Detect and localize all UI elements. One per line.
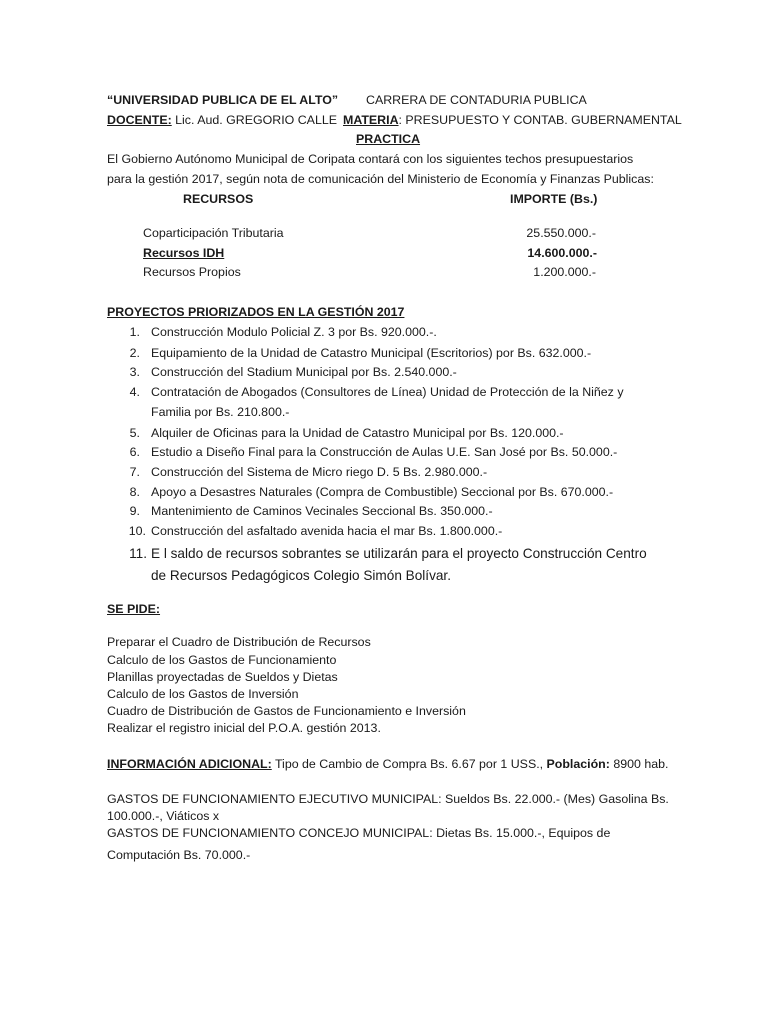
docente-label: DOCENTE:: [107, 113, 172, 127]
col-recursos-header: RECURSOS: [183, 192, 254, 206]
resource-amount: 25.550.000.-: [526, 226, 596, 240]
projects-heading: PROYECTOS PRIORIZADOS EN LA GESTIÓN 2017: [107, 305, 405, 319]
university-title: “UNIVERSIDAD PUBLICA DE EL ALTO”: [107, 93, 339, 107]
intro-line-2: para la gestión 2017, según nota de comunicación del Ministerio de Economía y Finanzas Publicas:: [107, 172, 654, 186]
resource-name: Recursos Propios: [143, 265, 241, 279]
list-number: 6.: [129, 445, 140, 459]
population-label: Población:: [546, 757, 610, 771]
request-item: Planillas proyectadas de Sueldos y Dietas: [107, 670, 338, 684]
project-item-continuation: de Recursos Pedagógicos Colegio Simón Bolívar.: [151, 568, 451, 583]
list-number: 5.: [129, 426, 140, 440]
docente-line: [107, 112, 337, 128]
request-item: Calculo de los Gastos de Inversión: [107, 687, 299, 701]
gastos-line: 100.000.-, Viáticos x: [107, 809, 220, 823]
project-item: Apoyo a Desastres Naturales (Compra de Combustible) Seccional por Bs. 670.000.-: [151, 485, 614, 499]
materia-value: : PRESUPUESTO Y CONTAB. GUBERNAMENTAL: [398, 113, 682, 127]
project-item-continuation: Familia por Bs. 210.800.-: [151, 405, 290, 419]
list-number: 3.: [129, 365, 140, 379]
list-number: 11.: [129, 546, 147, 561]
resource-amount: 1.200.000.-: [533, 265, 596, 279]
population-value: 8900 hab.: [609, 757, 669, 771]
request-item: Preparar el Cuadro de Distribución de Recursos: [107, 635, 371, 649]
practica-heading: PRACTICA: [356, 132, 421, 146]
gastos-line: GASTOS DE FUNCIONAMIENTO CONCEJO MUNICIPAL: Dietas Bs. 15.000.-, Equipos de: [107, 826, 611, 840]
list-number: 7.: [129, 465, 140, 479]
exchange-rate-text: Tipo de Cambio de Compra Bs. 6.67 por 1 USS.,: [271, 757, 547, 771]
project-item: Mantenimiento de Caminos Vecinales Seccional Bs. 350.000.-: [151, 504, 493, 518]
list-number: 10.: [128, 524, 146, 538]
resource-name: Coparticipación Tributaria: [143, 226, 284, 240]
list-number: 1.: [129, 325, 140, 339]
gastos-line: GASTOS DE FUNCIONAMIENTO EJECUTIVO MUNICIPAL: Sueldos Bs. 22.000.- (Mes) Gasolina Bs.: [107, 792, 669, 806]
materia-line: [343, 112, 682, 128]
gastos-line: Computación Bs. 70.000.-: [107, 848, 251, 862]
project-item: Estudio a Diseño Final para la Construcción de Aulas U.E. San José por Bs. 50.000.-: [151, 445, 618, 459]
list-number: 9.: [129, 504, 140, 518]
docente-value: Lic. Aud. GREGORIO CALLE: [171, 113, 337, 127]
request-item: Cuadro de Distribución de Gastos de Funcionamiento e Inversión: [107, 704, 466, 718]
se-pide-heading: SE PIDE:: [107, 602, 161, 616]
list-number: 8.: [129, 485, 140, 499]
project-item: Construcción del asfaltado avenida hacia el mar Bs. 1.800.000.-: [151, 524, 503, 538]
project-item: E l saldo de recursos sobrantes se utilizarán para el proyecto Construcción Centro: [151, 546, 647, 561]
resource-amount: 14.600.000.-: [527, 246, 597, 260]
intro-line-1: El Gobierno Autónomo Municipal de Coripata contará con los siguientes techos presupuestarios: [107, 152, 634, 166]
list-number: 2.: [129, 346, 140, 360]
project-item: Construcción del Stadium Municipal por Bs. 2.540.000.-: [151, 365, 457, 379]
request-item: Realizar el registro inicial del P.O.A. gestión 2013.: [107, 721, 381, 735]
project-item: Equipamiento de la Unidad de Catastro Municipal (Escritorios) por Bs. 632.000.-: [151, 346, 592, 360]
request-item: Calculo de los Gastos de Funcionamiento: [107, 653, 337, 667]
additional-info-label: INFORMACIÓN ADICIONAL:: [107, 757, 272, 771]
resource-name: Recursos IDH: [143, 246, 225, 260]
career-title: CARRERA DE CONTADURIA PUBLICA: [366, 93, 587, 107]
project-item: Construcción del Sistema de Micro riego D. 5 Bs. 2.980.000.-: [151, 465, 488, 479]
list-number: 4.: [129, 385, 140, 399]
project-item: Contratación de Abogados (Consultores de Línea) Unidad de Protección de la Niñez y: [151, 385, 624, 399]
additional-info-line: [107, 756, 668, 772]
materia-label: MATERIA: [343, 113, 399, 127]
project-item: Construcción Modulo Policial Z. 3 por Bs. 920.000.-.: [151, 325, 437, 339]
col-importe-header: IMPORTE (Bs.): [510, 192, 598, 206]
project-item: Alquiler de Oficinas para la Unidad de Catastro Municipal por Bs. 120.000.-: [151, 426, 564, 440]
